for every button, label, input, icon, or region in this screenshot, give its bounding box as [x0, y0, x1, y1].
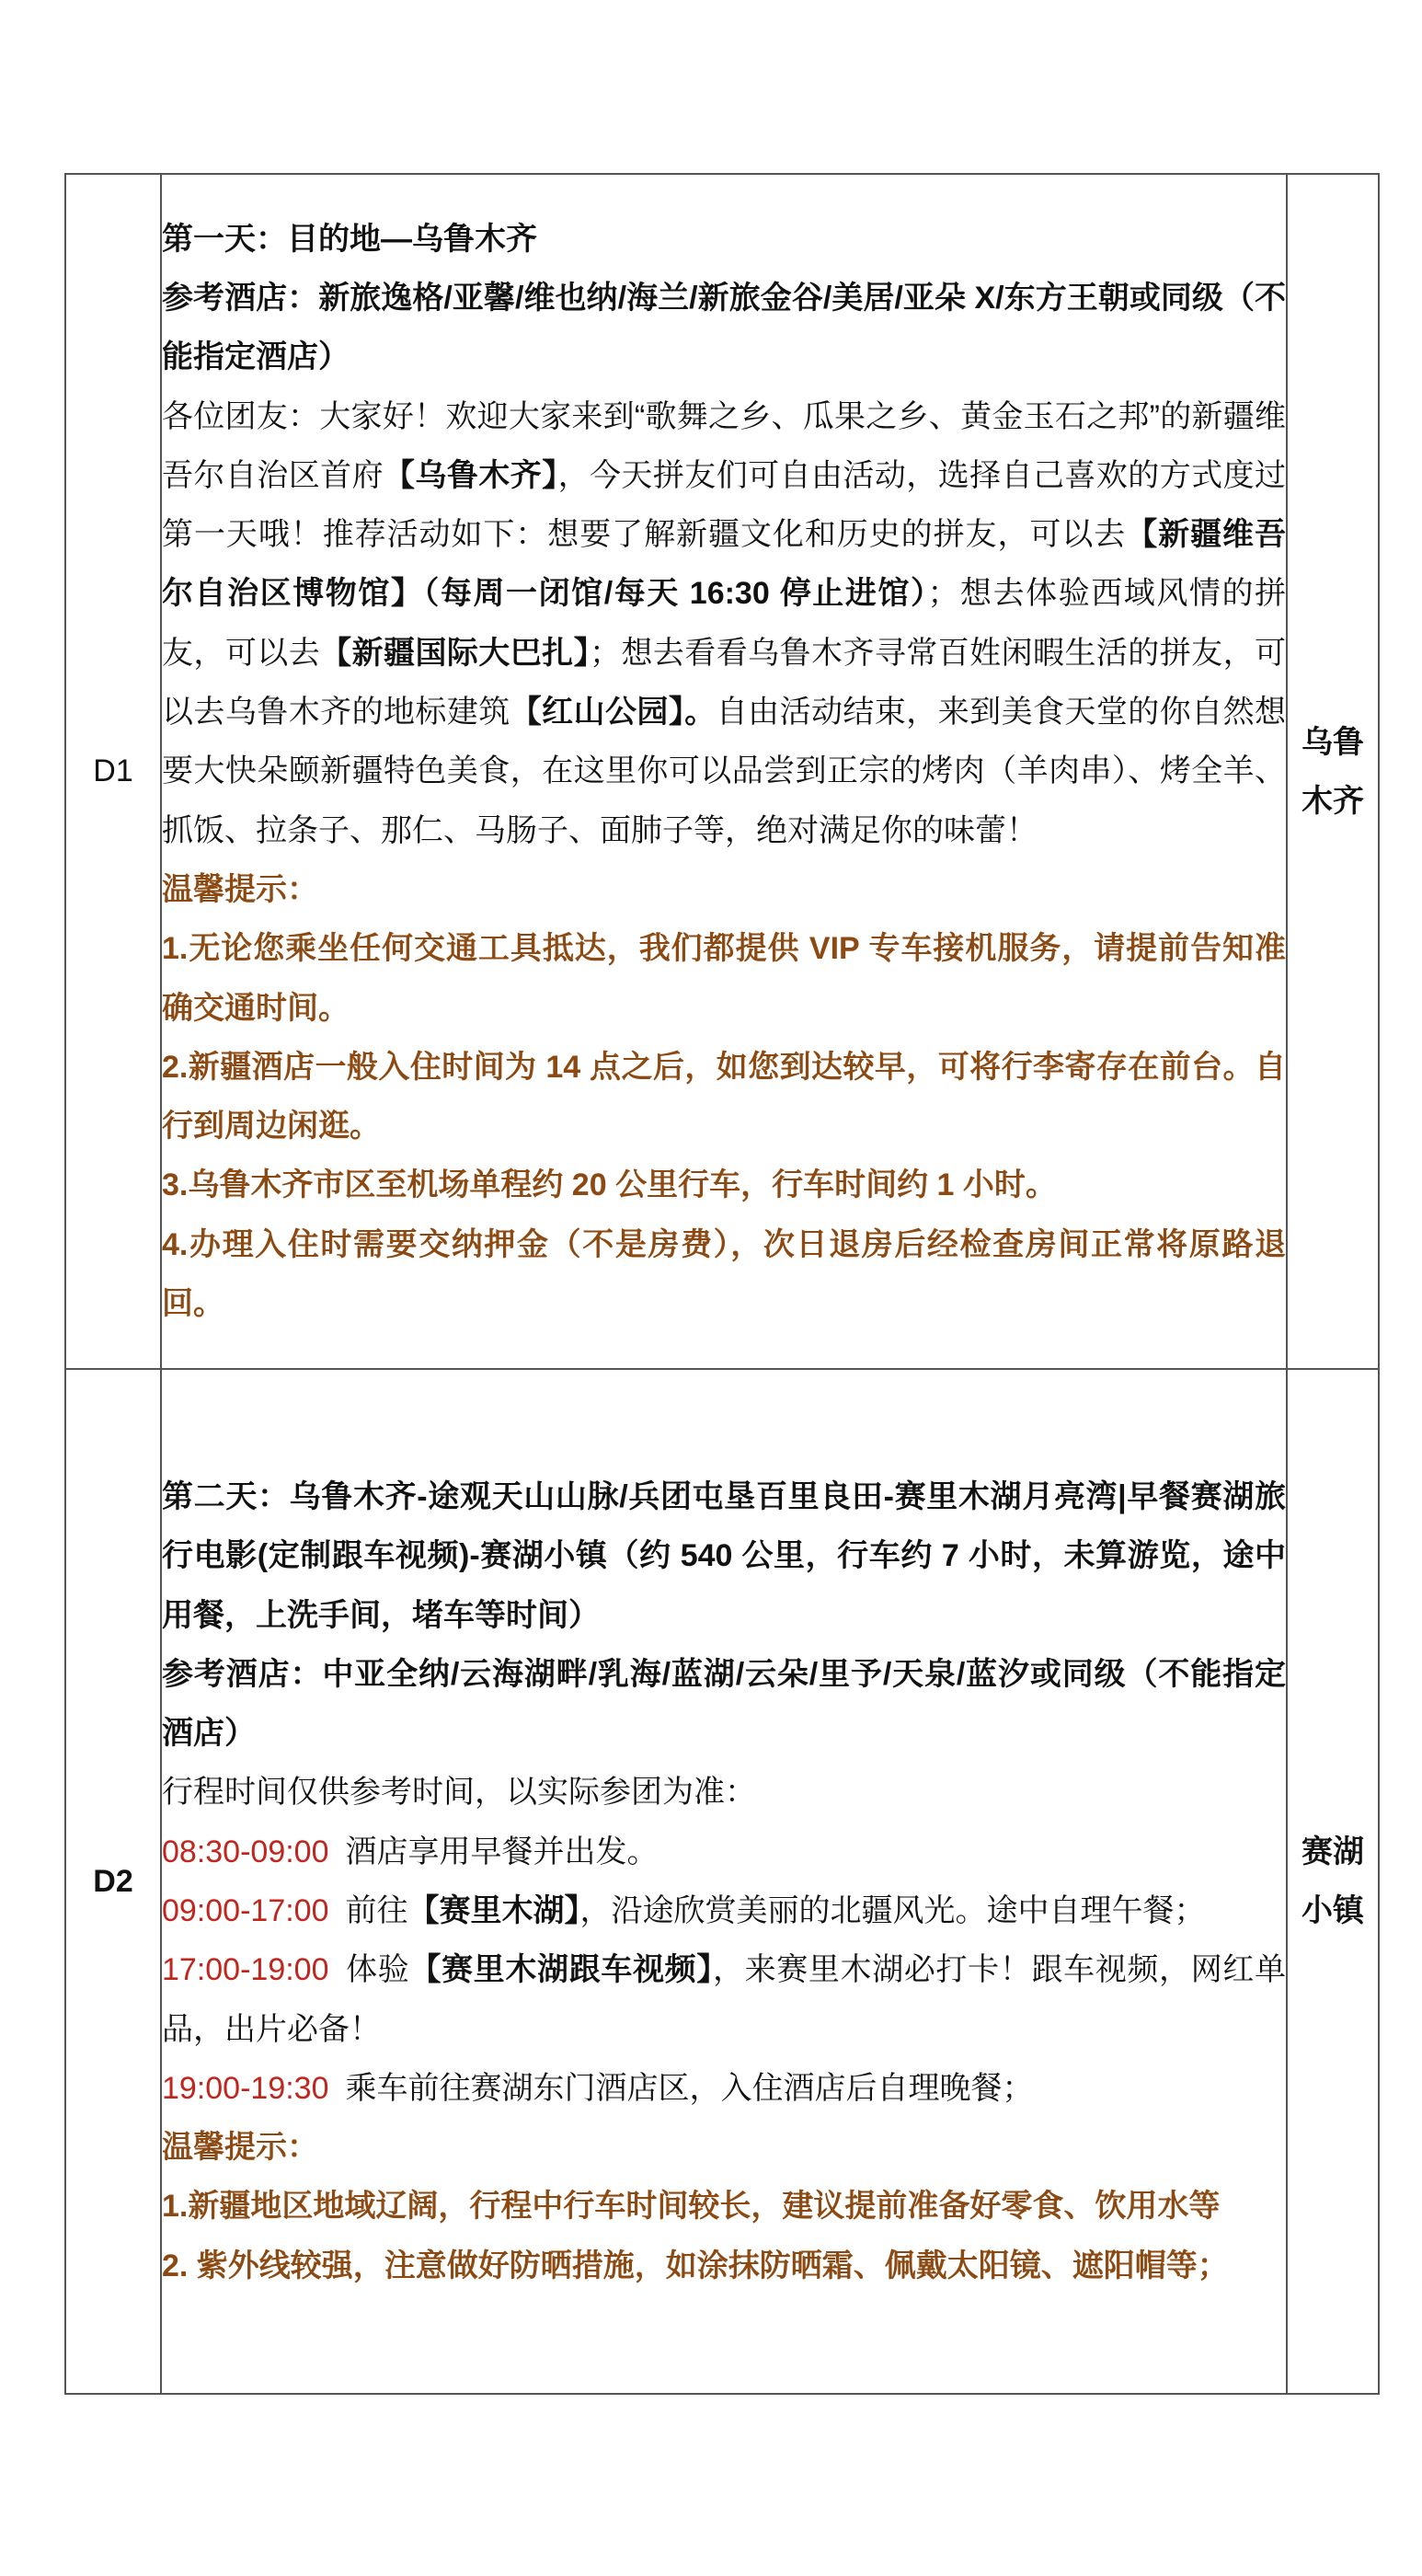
day-description	[161, 1369, 1287, 2394]
day-label: D1	[65, 174, 161, 1369]
schedule-item	[162, 1881, 1286, 1940]
schedule-highlight: 【赛里木湖跟车视频】	[409, 1952, 713, 1988]
body-highlight: 【红山公园】。	[510, 695, 717, 730]
itinerary-row-day1	[65, 174, 1379, 1369]
itinerary-row-day2	[65, 1369, 1379, 2394]
schedule-time: 08:30-09:00	[162, 1834, 329, 1869]
body-text: ；想去体验西域风情的拼友，可以去	[162, 576, 1287, 671]
overnight-city-line: 赛湖	[1302, 1834, 1364, 1869]
day-title: 第二天：乌鲁木齐-途观天山山脉/兵团屯垦百里良田-赛里木湖月亮湾|早餐赛湖旅行电影(定制跟车视频)-赛湖小镇（约 540 公里，行车约 7 小时，未算游览，途中用餐，上洗手间，堵车等时间）	[162, 1478, 1286, 1633]
schedule-time: 19:00-19:30	[162, 2070, 329, 2106]
schedule-text: ，沿途欣赏美丽的北疆风光。途中自理午餐；	[579, 1893, 1206, 1928]
tip-item: 2.新疆酒店一般入住时间为 14 点之后，如您到达较早，可将行李寄存在前台。自行到周边闲逛。	[162, 1049, 1286, 1144]
hotel-line	[162, 1645, 1286, 1764]
body-highlight: 【新疆国际大巴扎】	[320, 635, 591, 671]
tip-item: 4.办理入住时需要交纳押金（不是房费），次日退房后经检查房间正常将原路退回。	[162, 1226, 1286, 1322]
body-highlight: 【乌鲁木齐】	[384, 457, 558, 493]
schedule-text: 酒店享用早餐并出发。	[345, 1834, 659, 1869]
day-label: D2	[65, 1369, 161, 2394]
overnight-city-line: 乌鲁	[1302, 724, 1364, 760]
schedule-item	[162, 1940, 1286, 2059]
schedule-item	[162, 1823, 1286, 1881]
schedule-text: 体验	[345, 1952, 410, 1988]
schedule-highlight: 【赛里木湖】	[407, 1893, 580, 1928]
schedule-text: ，来赛里木湖必打卡！跟车视频，网红单品，出片必备！	[162, 1952, 1287, 2047]
body-text: ；想去看看乌鲁木齐寻常百姓闲暇生活的拼友，可以去乌鲁木齐的地标建筑	[162, 635, 1287, 730]
day-description	[161, 174, 1287, 1369]
body-text: 各位团友：大家好！欢迎大家来到“歌舞之乡、瓜果之乡、黄金玉石之邦”的新疆维吾尔自治区首府	[162, 398, 1286, 493]
tips-title: 温馨提示：	[162, 2130, 318, 2166]
hotel-list: 中亚全纳/云海湖畔/乳海/蓝湖/云朵/里予/天泉/蓝汐或同级（不能指定酒店）	[162, 1656, 1286, 1752]
schedule-text: 乘车前往赛湖东门酒店区，入住酒店后自理晚餐；	[345, 2070, 1034, 2106]
schedule-time: 17:00-19:00	[162, 1952, 329, 1988]
body-text: ，今天拼友们可自由活动，选择自己喜欢的方式度过第一天哦！推荐活动如下：想要了解新疆文化和历史的拼友，可以去	[162, 457, 1287, 553]
schedule-item	[162, 2059, 1286, 2118]
body-text: 自由活动结束，来到美食天堂的你自然想要大快朵颐新疆特色美食，在这里你可以品尝到正宗的烤肉（羊肉串）、烤全羊、抓饭、拉条子、那仁、马肠子、面肺子等，绝对满足你的味蕾！	[162, 695, 1287, 848]
overnight-city	[1287, 174, 1379, 1369]
hotel-label: 参考酒店：	[162, 280, 319, 316]
hotel-list: 新旅逸格/亚馨/维也纳/海兰/新旅金谷/美居/亚朵 X/东方王朝或同级（不能指定酒店）	[162, 280, 1286, 375]
tips-title: 温馨提示：	[162, 871, 318, 907]
itinerary-table	[64, 173, 1380, 2395]
overnight-city-line: 小镇	[1302, 1893, 1364, 1928]
overnight-city	[1287, 1369, 1379, 2394]
tip-item: 1.新疆地区地域辽阔，行程中行车时间较长，建议提前准备好零食、饮用水等	[162, 2189, 1221, 2225]
hotel-line	[162, 269, 1286, 387]
tip-item: 3.乌鲁木齐市区至机场单程约 20 公里行车，行车时间约 1 小时。	[162, 1167, 1057, 1203]
schedule-text: 前往	[345, 1893, 408, 1928]
day-title: 第一天：目的地—乌鲁木齐	[162, 221, 537, 257]
hotel-label: 参考酒店：	[162, 1656, 323, 1692]
day-body	[162, 387, 1286, 860]
body-highlight: 【新疆维吾尔自治区博物馆】（每周一闭馆/每天 16:30 停止进馆）	[162, 517, 1286, 612]
overnight-city-line: 木齐	[1302, 783, 1364, 819]
tip-item: 1.无论您乘坐任何交通工具抵达，我们都提供 VIP 专车接机服务，请提前告知准确交通时间。	[162, 931, 1286, 1026]
schedule-time: 09:00-17:00	[162, 1893, 329, 1928]
schedule-note: 行程时间仅供参考时间，以实际参团为准：	[162, 1775, 756, 1811]
tip-item: 2. 紫外线较强，注意做好防晒措施，如涂抹防晒霜、佩戴太阳镜、遮阳帽等；	[162, 2248, 1229, 2283]
